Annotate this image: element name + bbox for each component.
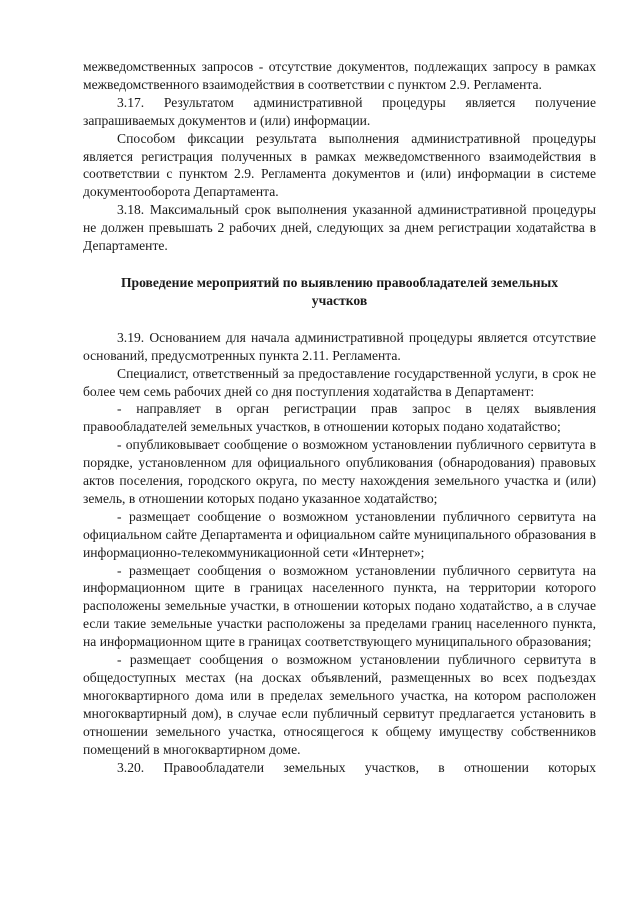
paragraph-3-19: 3.19. Основанием для начала административной процедуры является отсутствие оснований, предусмотренных пункта 2.11. Регламента. — [83, 329, 596, 363]
list-item: - размещает сообщение о возможном установлении публичного сервитута на официальном сайте Департамента и официальном сайте муниципального образования в информационно-телекоммуникационной сети «Интернет»; — [83, 508, 596, 560]
paragraph-continuation: межведомственных запросов - отсутствие документов, подлежащих запросу в рамках межведомственного взаимодействия в соответствии с пунктом 2.9. Регламента. — [83, 59, 596, 92]
spacer — [83, 310, 596, 329]
paragraph-fixation-method: Способом фиксации результата выполнения административной процедуры является регистрация полученных в рамках межведомственного взаимодействия в соответствии с пунктом 2.9. Регламента документов и (или) информации в системе документооборота Департамента. — [83, 130, 596, 200]
spacer — [83, 255, 596, 274]
list-item: - размещает сообщения о возможном установлении публичного сервитута в общедоступных местах (на досках объявлений, размещенных во всех подъездах многоквартирного дома или в пределах земельного участка, на котором расположен многоквартирный дом), в случае если публичный сервитут предлагается установить в отношении земельного участка, относящегося к общему имуществу собственников помещений в многоквартирном доме. — [83, 652, 596, 757]
list-item: - размещает сообщения о возможном установлении публичного сервитута на информационном щите в границах населенного пункта, на территории которого расположены земельные участки, в отношении которых подано ходатайство, а в случае если такие земельные участки расположены за пределами границ населенного пункта, на информационном щите в границах соответствующего муниципального образования; — [83, 562, 596, 650]
paragraph-specialist: Специалист, ответственный за предоставление государственной услуги, в срок не более чем семь рабочих дней со дня поступления ходатайства в Департамент: — [83, 365, 596, 399]
list-item: - направляет в орган регистрации прав запрос в целях выявления правообладателей земельных участков, в отношении которых подано ходатайство; — [83, 401, 596, 435]
paragraph-3-18: 3.18. Максимальный срок выполнения указанной административной процедуры не должен превышать 2 рабочих дней, следующих за днем регистрации ходатайства в Департаменте. — [83, 202, 596, 254]
paragraph-3-20: 3.20. Правообладатели земельных участков, в отношении которых — [117, 759, 596, 775]
section-heading: Проведение мероприятий по выявлению правообладателей земельных участков — [120, 274, 559, 308]
paragraph-3-17: 3.17. Результатом административной процедуры является получение запрашиваемых документов и (или) информации. — [83, 94, 596, 128]
list-item: - опубликовывает сообщение о возможном установлении публичного сервитута в порядке, установленном для официального опубликования (обнародования) правовых актов поселения, городского округа, по месту нахождения земельного участка и (или) земель, в отношении которых подано указанное ходатайство; — [83, 437, 596, 506]
